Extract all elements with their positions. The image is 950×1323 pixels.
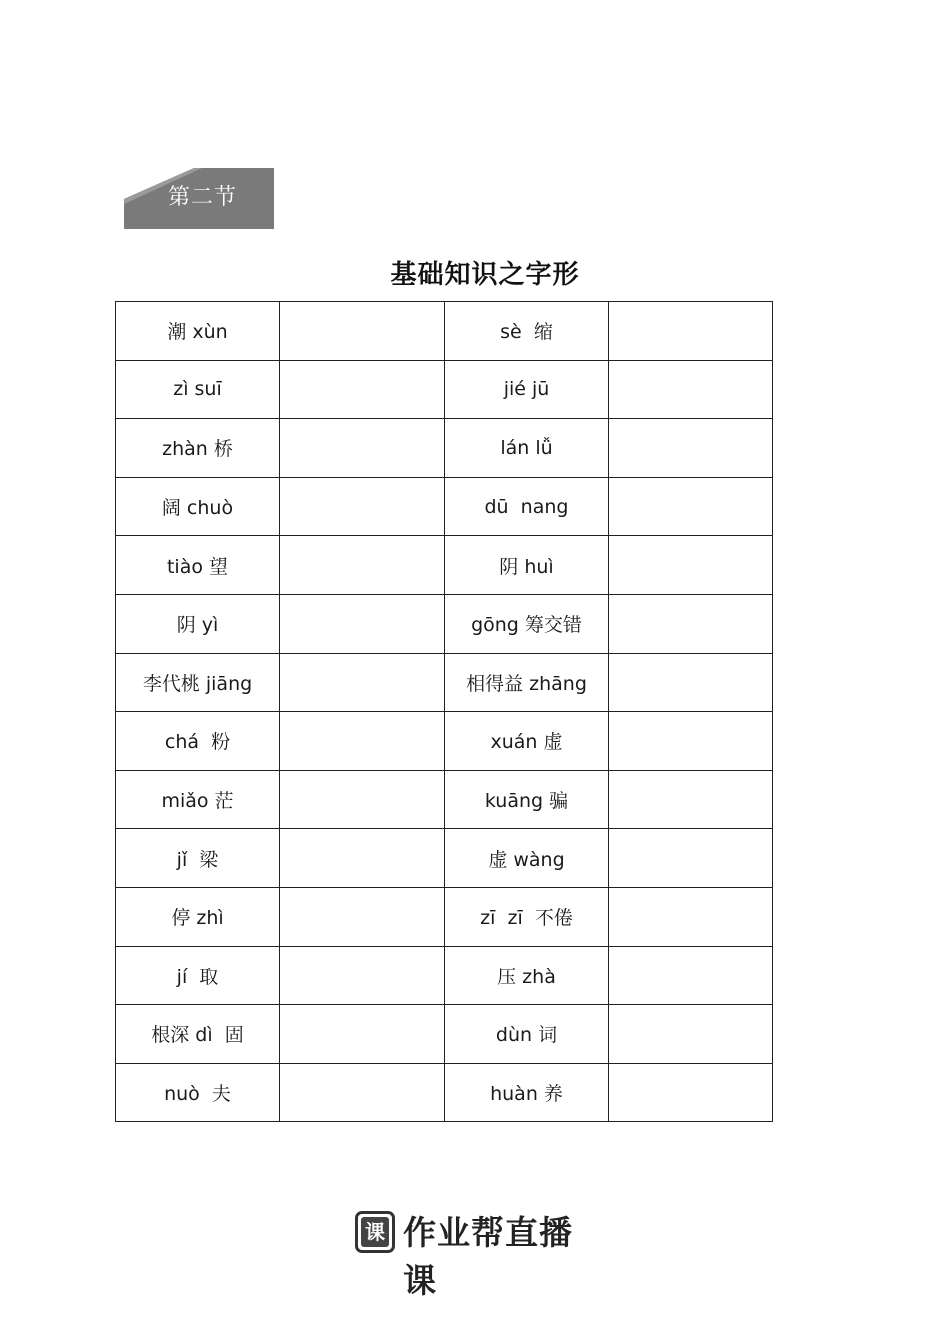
page-title: 基础知识之字形 — [390, 260, 580, 290]
answer-cell[interactable] — [280, 1005, 445, 1064]
prompt-cell: xuán 虚 — [445, 712, 609, 771]
table-row — [116, 419, 773, 478]
answer-cell[interactable] — [280, 829, 445, 888]
prompt-cell: jǐ 梁 — [116, 829, 280, 888]
answer-cell[interactable] — [609, 946, 773, 1005]
answer-cell[interactable] — [609, 302, 773, 361]
prompt-cell: 压 zhà — [445, 946, 609, 1005]
answer-cell[interactable] — [609, 594, 773, 653]
brand-footer — [355, 1209, 605, 1300]
answer-cell[interactable] — [280, 594, 445, 653]
answer-cell[interactable] — [609, 477, 773, 536]
answer-cell[interactable] — [609, 712, 773, 771]
brand-logo-icon — [355, 1211, 395, 1253]
answer-cell[interactable] — [609, 360, 773, 419]
prompt-cell: 阴 huì — [445, 536, 609, 595]
table-row — [116, 536, 773, 595]
prompt-cell: lán lǚ — [445, 419, 609, 478]
table-row — [116, 360, 773, 419]
table-row — [116, 887, 773, 946]
vocabulary-table — [115, 301, 773, 1122]
table-row — [116, 653, 773, 712]
prompt-cell: chá 粉 — [116, 712, 280, 771]
answer-cell[interactable] — [280, 1063, 445, 1122]
prompt-cell: dùn 词 — [445, 1005, 609, 1064]
answer-cell[interactable] — [609, 419, 773, 478]
answer-cell[interactable] — [609, 887, 773, 946]
table-row — [116, 829, 773, 888]
prompt-cell: 阴 yì — [116, 594, 280, 653]
prompt-cell: nuò 夫 — [116, 1063, 280, 1122]
prompt-cell: jié jū — [445, 360, 609, 419]
answer-cell[interactable] — [280, 360, 445, 419]
answer-cell[interactable] — [280, 302, 445, 361]
brand-name: 作业帮直播课 — [403, 1213, 573, 1300]
answer-cell[interactable] — [280, 536, 445, 595]
prompt-cell: kuāng 骗 — [445, 770, 609, 829]
prompt-cell: 李代桃 jiāng — [116, 653, 280, 712]
answer-cell[interactable] — [280, 477, 445, 536]
answer-cell[interactable] — [280, 770, 445, 829]
table-row — [116, 946, 773, 1005]
prompt-cell: 停 zhì — [116, 887, 280, 946]
prompt-cell: 潮 xùn — [116, 302, 280, 361]
prompt-cell: 虚 wàng — [445, 829, 609, 888]
brand-logo-char: 课 — [361, 1217, 389, 1247]
prompt-cell: zī zī 不倦 — [445, 887, 609, 946]
answer-cell[interactable] — [609, 770, 773, 829]
answer-cell[interactable] — [609, 653, 773, 712]
answer-cell[interactable] — [280, 712, 445, 771]
prompt-cell: 阔 chuò — [116, 477, 280, 536]
prompt-cell: jí 取 — [116, 946, 280, 1005]
answer-cell[interactable] — [280, 946, 445, 1005]
prompt-cell: dū nang — [445, 477, 609, 536]
answer-cell[interactable] — [280, 887, 445, 946]
table-row — [116, 302, 773, 361]
answer-cell[interactable] — [609, 1063, 773, 1122]
prompt-cell: tiào 望 — [116, 536, 280, 595]
prompt-cell: sè 缩 — [445, 302, 609, 361]
answer-cell[interactable] — [280, 653, 445, 712]
answer-cell[interactable] — [609, 536, 773, 595]
prompt-cell: miǎo 茫 — [116, 770, 280, 829]
prompt-cell: zhàn 桥 — [116, 419, 280, 478]
vocabulary-table-body — [116, 302, 773, 1122]
table-row — [116, 1005, 773, 1064]
prompt-cell: 相得益 zhāng — [445, 653, 609, 712]
table-row — [116, 712, 773, 771]
table-row — [116, 770, 773, 829]
prompt-cell: gōng 筹交错 — [445, 594, 609, 653]
prompt-cell: huàn 养 — [445, 1063, 609, 1122]
prompt-cell: zì suī — [116, 360, 280, 419]
section-badge — [124, 168, 274, 229]
table-row — [116, 477, 773, 536]
answer-cell[interactable] — [609, 1005, 773, 1064]
table-row — [116, 1063, 773, 1122]
answer-cell[interactable] — [280, 419, 445, 478]
prompt-cell: 根深 dì 固 — [116, 1005, 280, 1064]
section-label: 第二节 — [168, 185, 238, 210]
answer-cell[interactable] — [609, 829, 773, 888]
table-row — [116, 594, 773, 653]
